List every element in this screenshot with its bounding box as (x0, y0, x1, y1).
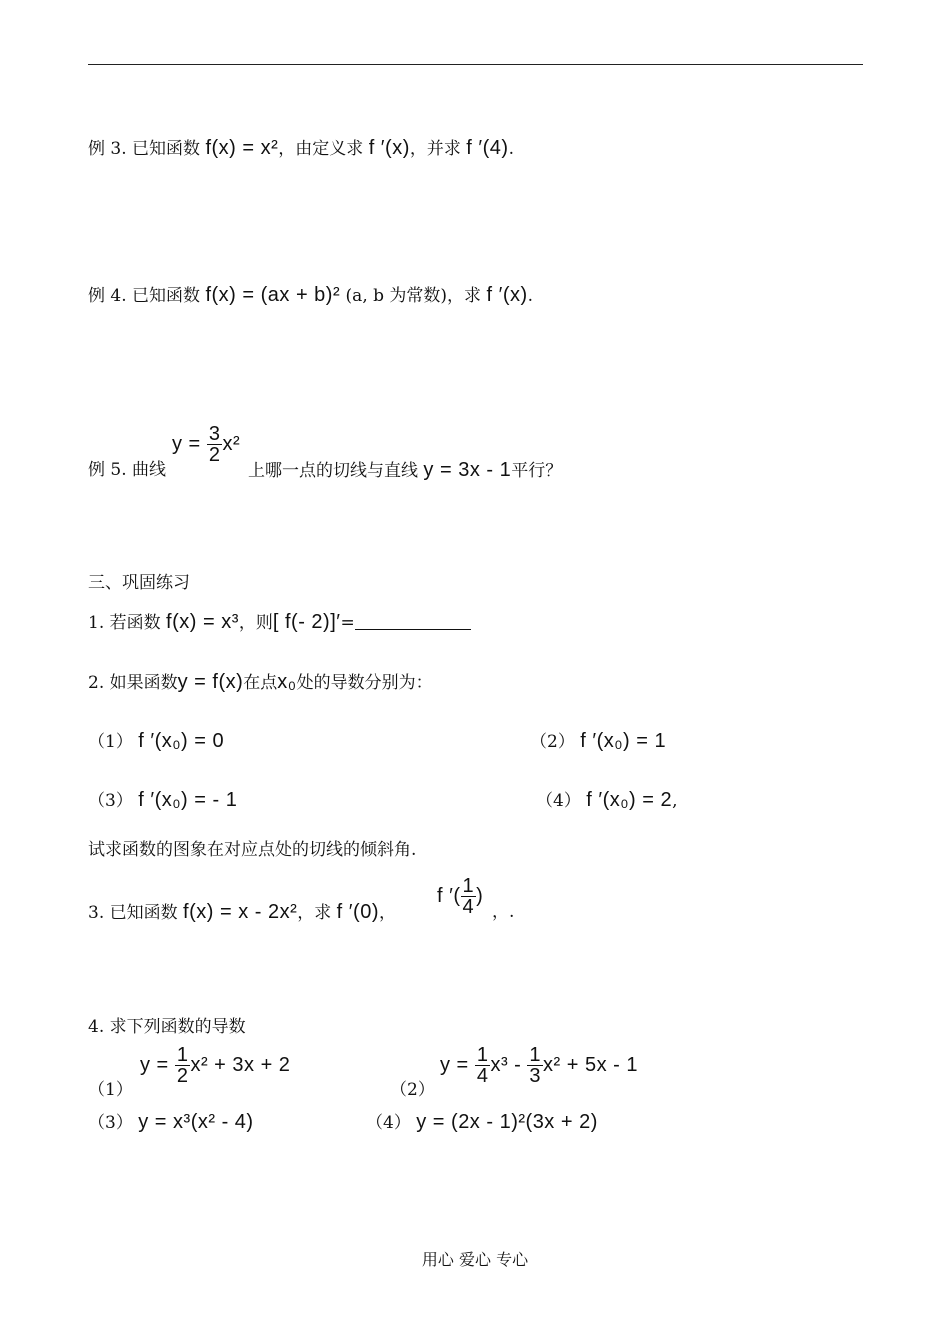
answer-blank (355, 615, 471, 630)
ex5-fraction: $\frac{3}{2}$ (208, 423, 221, 466)
q2-item-2: （2） f ′(x₀) = 1 (530, 730, 667, 752)
q4-item-3: （3） y = x³(x² - 4) (88, 1111, 254, 1133)
q3-end: ，. (492, 902, 515, 922)
section-heading: 三、巩固练习 (88, 573, 190, 593)
q2-point: x₀ (277, 671, 297, 693)
question-3: 3. 已知函数 f(x) = x - 2x²，求 f ′(0)， (88, 901, 396, 923)
ex4-derivative: f ′(x) (486, 284, 528, 306)
ex3-function: f(x) = x² (205, 137, 279, 159)
q3-derivative-at-0: f ′(0) (336, 901, 379, 923)
example-4: 例 4. 已知函数 f(x) = (ax + b)² (a, b 为常数)，求 f ′(x). (88, 284, 534, 306)
question-4: 4. 求下列函数的导数 (88, 1017, 246, 1037)
q4-item-2: y = $\frac{1}{4}$ x³ - $\frac{1}{3}$ x² + 5x - 1 (440, 1044, 638, 1087)
ex5-curve: y = $\frac{3}{2}$ x² (172, 423, 241, 466)
q1-expression: [ f(- 2)]′ (272, 611, 341, 633)
q4-item-1-num: （1） (88, 1080, 133, 1100)
ex3-label: 例 3. 已知函数 (88, 139, 201, 159)
q3-derivative-at-quarter: f ′( $\frac{1}{4}$ ) (437, 875, 484, 918)
q2-instruction: 试求函数的图象在对应点处的切线的倾斜角. (88, 840, 417, 860)
q2-item-4: （4） f ′(x₀) = 2, (536, 789, 678, 811)
question-1: 1. 若函数 f(x) = x³，则[ f(- 2)]′= (88, 612, 471, 633)
ex5-label: 例 5. 曲线 (88, 460, 167, 480)
question-2: 2. 如果函数y = f(x)在点x₀处的导数分别为： (88, 671, 433, 693)
example-5 (88, 460, 166, 480)
q3-function: f(x) = x - 2x² (183, 901, 298, 923)
q4-item-4: （4） y = (2x - 1)²(3x + 2) (366, 1111, 598, 1133)
q2-item-1: （1） f ′(x₀) = 0 (88, 730, 225, 752)
q1-function: f(x) = x³ (166, 611, 239, 633)
q2-item-3: （3） f ′(x₀) = - 1 (88, 789, 238, 811)
example-3: 例 3. 已知函数 f(x) = x²，由定义求 f ′(x)，并求 f ′(4). (88, 137, 514, 159)
q4-item-1: y = $\frac{1}{2}$ x² + 3x + 2 (140, 1044, 291, 1087)
header-rule (88, 64, 863, 65)
ex5-line: y = 3x - 1 (423, 459, 512, 481)
q4-item-2-num: （2） (390, 1080, 435, 1100)
page-footer: 用心 爱心 专心 (421, 1250, 529, 1269)
example-5-rest: 上哪一点的切线与直线 y = 3x - 1平行？ (248, 459, 563, 481)
ex3-derivative-at-4: f ′(4) (466, 137, 509, 159)
ex4-label: 例 4. 已知函数 (88, 286, 201, 306)
q2-function: y = f(x) (177, 671, 244, 693)
ex3-derivative: f ′(x) (368, 137, 410, 159)
ex4-function: f(x) = (ax + b)² (205, 284, 341, 306)
ex4-note: (a, b 为常数)，求 (345, 286, 482, 306)
